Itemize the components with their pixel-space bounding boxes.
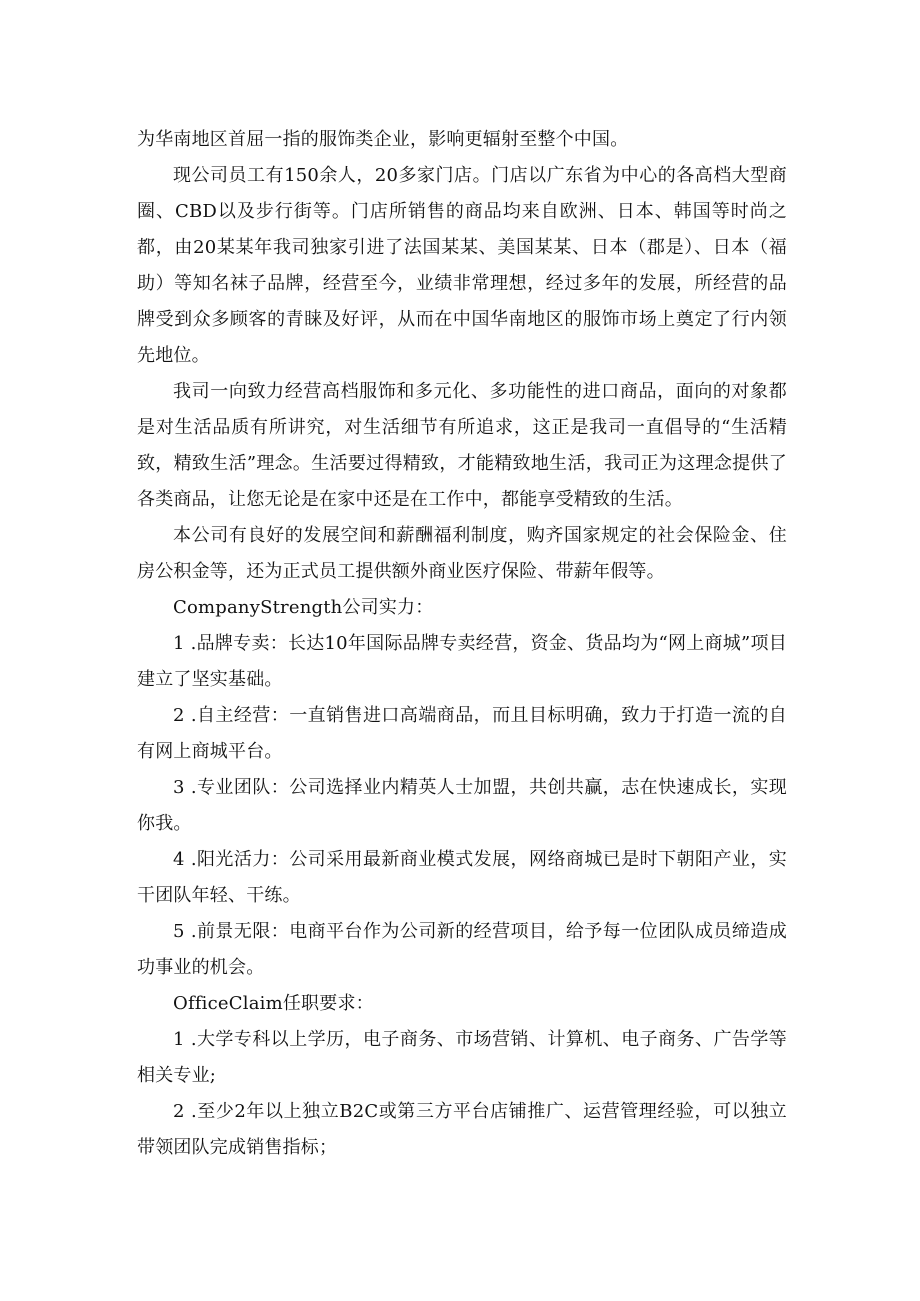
strength-item-4: 4 .阳光活力：公司采用最新商业模式发展，网络商城已是时下朝阳产业，实干团队年轻、干练。 [137, 849, 787, 906]
requirement-item-1: 1 .大学专科以上学历，电子商务、市场营销、计算机、电子商务、广告学等相关专业; [137, 1029, 787, 1086]
paragraph-company-philosophy: 我司一向致力经营高档服饰和多元化、多功能性的进口商品，面向的对象都是对生活品质有所讲究，对生活细节有所追求，这正是我司一直倡导的“生活精致，精致生活”理念。生活要过得精致，才能精致地生活，我司正为这理念提供了各类商品，让您无论是在家中还是在工作中，都能享受精致的生活。 [137, 381, 787, 510]
paragraph-intro-continuation: 为华南地区首屈一指的服饰类企业，影响更辐射至整个中国。 [137, 129, 629, 150]
strength-item-2: 2 .自主经营：一直销售进口高端商品，而且目标明确，致力于打造一流的自有网上商城平台。 [137, 705, 787, 762]
strength-item-5: 5 .前景无限：电商平台作为公司新的经营项目，给予每一位团队成员缔造成功事业的机会。 [137, 921, 787, 978]
requirement-item-2: 2 .至少2年以上独立B2C或第三方平台店铺推广、运营管理经验，可以独立带领团队完成销售指标； [137, 1101, 787, 1158]
paragraph-company-size: 现公司员工有150余人，20多家门店。门店以广东省为中心的各高档大型商圈、CBD以及步行街等。门店所销售的商品均来自欧洲、日本、韩国等时尚之都，由20某某年我司独家引进了法国某某、美国某某、日本（郡是）、日本（福助）等知名袜子品牌，经营至今，业绩非常理想，经过多年的发展，所经营的品牌受到众多顾客的青睐及好评，从而在中国华南地区的服饰市场上奠定了行内领先地位。 [137, 165, 787, 366]
paragraph-benefits: 本公司有良好的发展空间和薪酬福利制度，购齐国家规定的社会保险金、住房公积金等，还为正式员工提供额外商业医疗保险、带薪年假等。 [137, 525, 787, 582]
strength-item-1: 1 .品牌专卖：长达10年国际品牌专卖经营，资金、货品均为“网上商城”项目建立了坚实基础。 [137, 633, 787, 690]
strength-item-3: 3 .专业团队：公司选择业内精英人士加盟，共创共赢，志在快速成长，实现你我。 [137, 777, 787, 834]
document-body [137, 122, 787, 1166]
section-heading-office-claim: OfficeClaim任职要求： [173, 993, 374, 1014]
section-heading-company-strength: CompanyStrength公司实力： [173, 597, 434, 618]
